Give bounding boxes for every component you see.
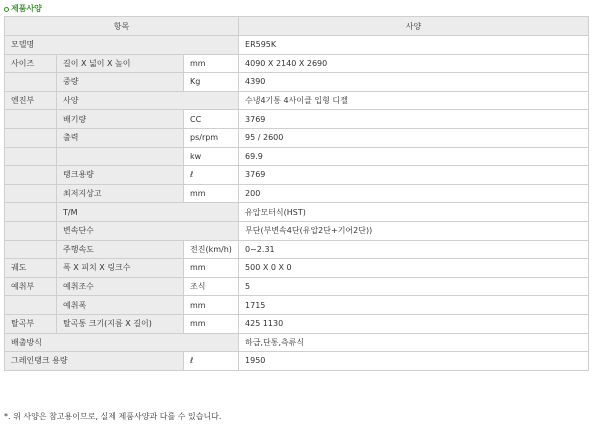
row-label: 탈곡통 크기(지름 X 길이) — [57, 314, 184, 333]
row-label: 주행속도 — [57, 240, 184, 259]
row-label: 배기량 — [57, 110, 184, 129]
row-label: 중량 — [57, 73, 184, 92]
row-category — [5, 203, 57, 222]
row-label: 예취조수 — [57, 277, 184, 296]
row-category — [5, 147, 57, 166]
row-unit: 조식 — [184, 277, 239, 296]
row-value: 0~2.31 — [239, 240, 589, 259]
row-category — [5, 296, 57, 315]
row-label: 최저지상고 — [57, 184, 184, 203]
row-label: 탱크용량 — [57, 166, 184, 185]
row-unit: CC — [184, 110, 239, 129]
table-row-reaper-rows — [5, 277, 589, 296]
row-value: 4390 — [239, 73, 589, 92]
row-unit: 전진(km/h) — [184, 240, 239, 259]
row-category: 사이즈 — [5, 54, 57, 73]
row-value: 3769 — [239, 166, 589, 185]
row-unit: mm — [184, 259, 239, 278]
row-category — [5, 240, 57, 259]
table-row-model — [5, 36, 589, 55]
row-value: 유압모터식(HST) — [239, 203, 589, 222]
row-unit: ℓ — [184, 166, 239, 185]
row-label: 길이 X 넓이 X 높이 — [57, 54, 184, 73]
row-category: 탈곡부 — [5, 314, 57, 333]
row-value: ER595K — [239, 36, 589, 55]
table-row-output-kw — [5, 147, 589, 166]
table-row-grain-tank — [5, 352, 589, 371]
section-title-text: 제품사양 — [11, 4, 42, 13]
header-item: 항목 — [5, 17, 239, 36]
row-value: 425 1130 — [239, 314, 589, 333]
row-value: 5 — [239, 277, 589, 296]
header-spec: 사양 — [239, 17, 589, 36]
row-label: T/M — [57, 203, 239, 222]
row-unit: mm — [184, 54, 239, 73]
row-label: 변속단수 — [57, 221, 239, 240]
row-value: 무단(부변속4단(유압2단+기어2단)) — [239, 221, 589, 240]
table-row-weight — [5, 73, 589, 92]
row-label: 사양 — [57, 91, 239, 110]
row-unit: mm — [184, 314, 239, 333]
row-value: 500 X 0 X 0 — [239, 259, 589, 278]
row-category — [5, 184, 57, 203]
row-category: 궤도 — [5, 259, 57, 278]
table-row-displacement — [5, 110, 589, 129]
row-label: 출력 — [57, 128, 184, 147]
row-category — [5, 166, 57, 185]
row-value: 하급,단통,측류식 — [239, 333, 589, 352]
row-category — [5, 128, 57, 147]
table-row-clearance — [5, 184, 589, 203]
row-label: 그레인탱크 용량 — [5, 352, 184, 371]
row-category — [5, 110, 57, 129]
table-row-speed — [5, 240, 589, 259]
table-row-engine — [5, 91, 589, 110]
table-header-row — [5, 17, 589, 36]
row-category — [5, 73, 57, 92]
row-unit: kw — [184, 147, 239, 166]
table-row-size — [5, 54, 589, 73]
table-row-discharge — [5, 333, 589, 352]
row-unit: ℓ — [184, 352, 239, 371]
table-row-tm — [5, 203, 589, 222]
table-row-output-ps — [5, 128, 589, 147]
row-unit: mm — [184, 184, 239, 203]
bullet-circle-icon — [4, 7, 9, 12]
table-row-thresher — [5, 314, 589, 333]
row-label: 폭 X 피치 X 링크수 — [57, 259, 184, 278]
row-value: 1950 — [239, 352, 589, 371]
row-category: 예취부 — [5, 277, 57, 296]
table-row-reaper-width — [5, 296, 589, 315]
row-label: 배출방식 — [5, 333, 239, 352]
row-unit: Kg — [184, 73, 239, 92]
row-value: 1715 — [239, 296, 589, 315]
row-label: 예취폭 — [57, 296, 184, 315]
table-row-tank — [5, 166, 589, 185]
row-label: 모델명 — [5, 36, 239, 55]
row-category — [5, 221, 57, 240]
spec-table — [4, 16, 589, 371]
table-row-track — [5, 259, 589, 278]
row-unit: ps/rpm — [184, 128, 239, 147]
row-value: 3769 — [239, 110, 589, 129]
row-value: 69.9 — [239, 147, 589, 166]
row-value: 수냉4기통 4사이클 입형 디젤 — [239, 91, 589, 110]
row-label — [57, 147, 184, 166]
row-value: 200 — [239, 184, 589, 203]
footnote: *. 위 사양은 참고용이므로, 실제 제품사양과 다를 수 있습니다. — [4, 412, 222, 421]
row-unit: mm — [184, 296, 239, 315]
section-title — [4, 3, 42, 15]
row-value: 95 / 2600 — [239, 128, 589, 147]
row-category: 엔진부 — [5, 91, 57, 110]
table-row-gears — [5, 221, 589, 240]
row-value: 4090 X 2140 X 2690 — [239, 54, 589, 73]
